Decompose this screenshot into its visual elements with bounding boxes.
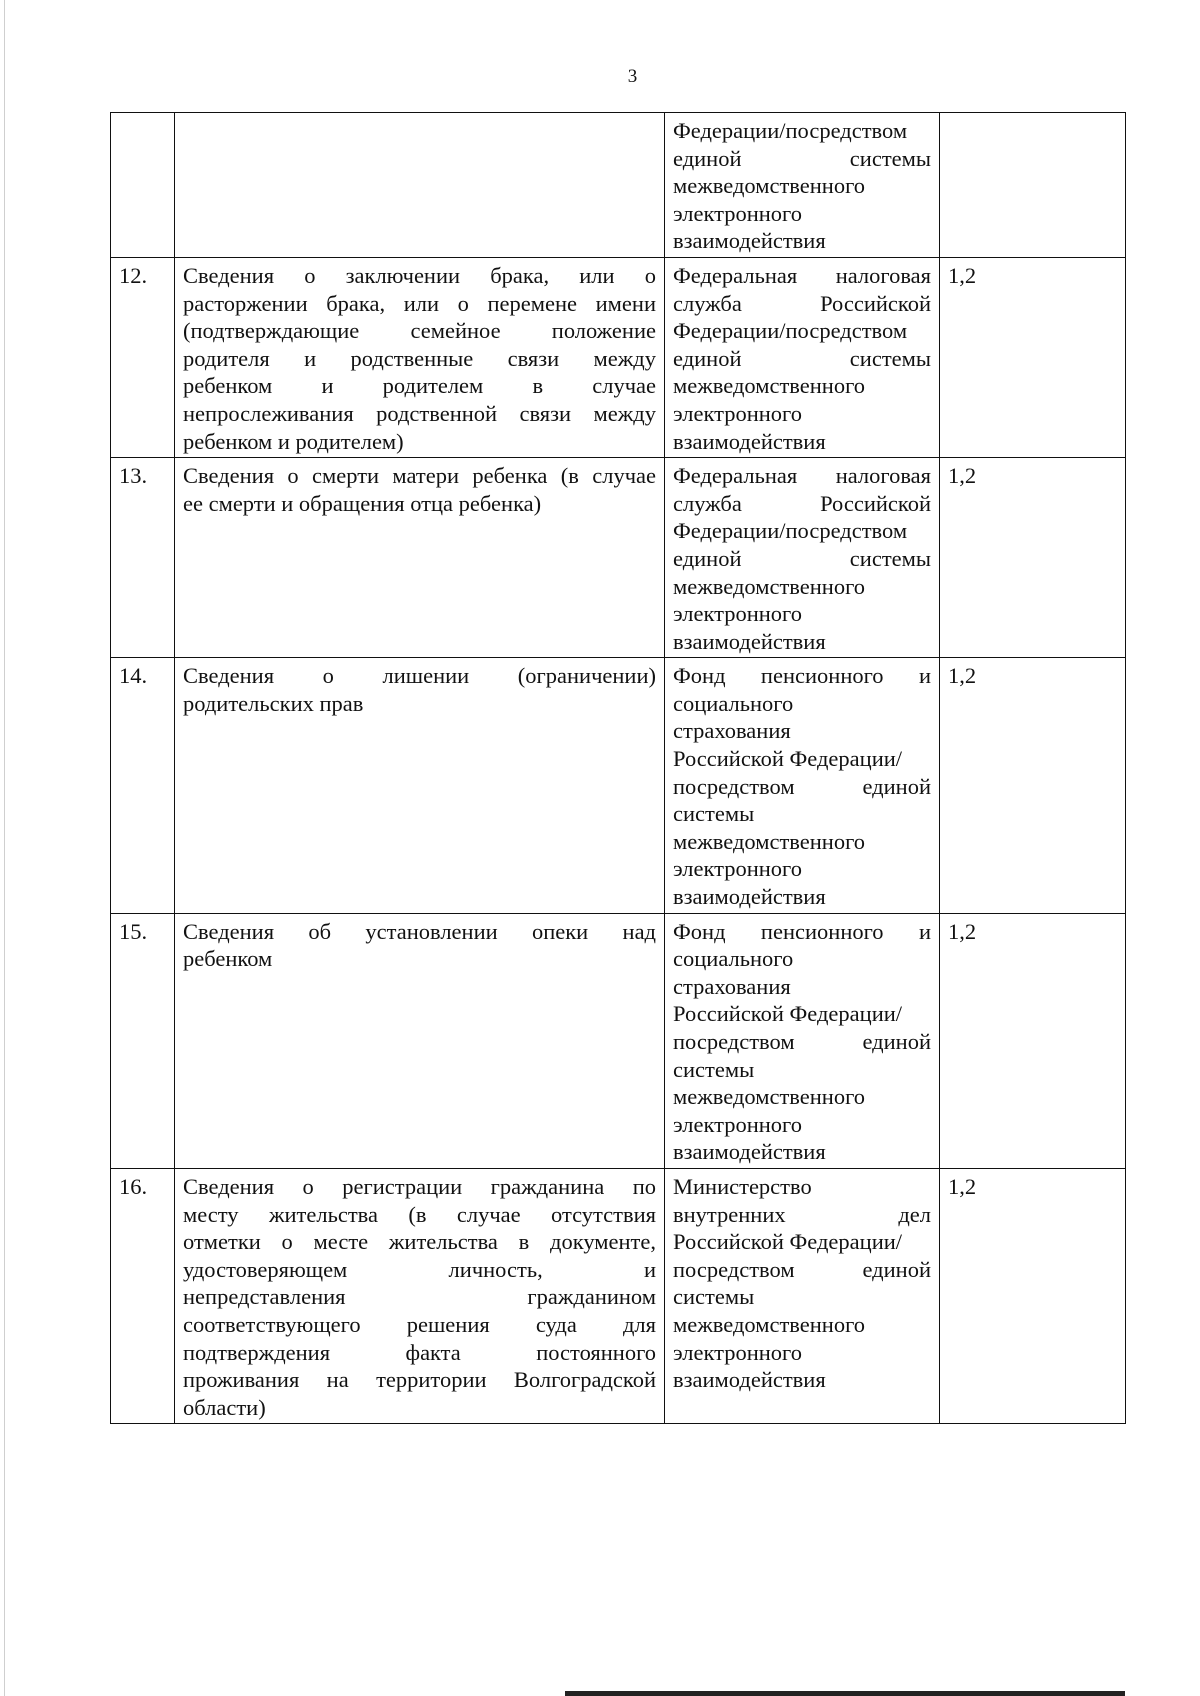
row-source: [665, 458, 940, 658]
source-line: социального: [673, 946, 794, 972]
source-line: служба Российской: [673, 490, 931, 516]
row-description: [175, 658, 665, 913]
source-line: электронного: [673, 1339, 802, 1365]
table-row: [111, 257, 1126, 457]
table-row: [111, 458, 1126, 658]
row-description: [175, 113, 665, 258]
row-source: [665, 257, 940, 457]
source-line: системы: [673, 1056, 755, 1082]
row-description: [175, 913, 665, 1168]
source-line: электронного: [673, 200, 802, 226]
table-body: [111, 113, 1126, 1424]
row-number: 14.: [111, 658, 175, 913]
source-line: единой системы: [673, 345, 931, 371]
source-line: посредством единой: [673, 1029, 931, 1054]
description-line: Сведения о заключении брака, или о: [183, 262, 656, 288]
row-number: 13.: [111, 458, 175, 658]
source-line: межведомственного: [673, 373, 866, 399]
row-code: 1,2: [940, 458, 1126, 658]
description-line: расторжении брака, или о перемене имени: [183, 290, 656, 316]
table-row: [111, 658, 1126, 913]
source-line: Фонд пенсионного и: [673, 663, 931, 689]
description-line: ребенком и родителем): [183, 428, 404, 454]
table-row: [111, 1168, 1126, 1423]
source-line: Федеральная налоговая: [673, 463, 931, 489]
source-line: Федерации/посредством: [673, 518, 908, 544]
description-line: непрослеживания родственной связи между: [183, 400, 656, 426]
row-description: [175, 458, 665, 658]
description-line: области): [183, 1394, 266, 1420]
source-line: межведомственного: [673, 1311, 866, 1337]
scan-edge-mark: [565, 1691, 1125, 1696]
row-number: 15.: [111, 913, 175, 1168]
description-line: Сведения о регистрации гражданина по: [183, 1173, 656, 1199]
description-line: проживания на территории Волгоградской: [183, 1367, 656, 1393]
row-code: 1,2: [940, 913, 1126, 1168]
row-code: [940, 113, 1126, 258]
source-line: внутренних дел: [673, 1201, 931, 1227]
source-line: межведомственного: [673, 573, 866, 599]
source-line: Российской Федерации/: [673, 746, 903, 772]
description-line: ребенком и родителем в случае: [183, 373, 656, 399]
description-line: месту жительства (в случае отсутствия: [183, 1201, 656, 1227]
source-line: Российской Федерации/: [673, 1229, 903, 1255]
source-line: электронного: [673, 400, 802, 426]
description-line: родительских прав: [183, 690, 364, 716]
source-line: взаимодействия: [673, 1139, 826, 1165]
source-line: Федерации/посредством: [673, 118, 908, 143]
description-line: родителя и родственные связи между: [183, 345, 656, 371]
source-line: страхования: [673, 718, 791, 744]
table-row: [111, 113, 1126, 258]
scan-margin-line: [4, 0, 5, 1696]
source-line: системы: [673, 1284, 755, 1310]
source-line: системы: [673, 801, 755, 827]
row-source: [665, 913, 940, 1168]
source-line: Федерации/посредством: [673, 318, 908, 344]
row-number: [111, 113, 175, 258]
row-number: 12.: [111, 257, 175, 457]
description-line: Сведения о лишении (ограничении): [183, 663, 656, 689]
row-description: [175, 257, 665, 457]
source-line: Российской Федерации/: [673, 1001, 903, 1027]
document-table: [110, 112, 1126, 1424]
description-line: непредставления гражданином: [183, 1284, 656, 1310]
source-line: единой системы: [673, 545, 931, 571]
source-line: взаимодействия: [673, 1367, 826, 1393]
row-code: 1,2: [940, 257, 1126, 457]
source-line: страхования: [673, 973, 791, 999]
source-line: служба Российской: [673, 290, 931, 316]
description-line: ее смерти и обращения отца ребенка): [183, 490, 542, 516]
source-line: электронного: [673, 601, 802, 627]
source-line: Федеральная налоговая: [673, 262, 931, 288]
source-line: взаимодействия: [673, 228, 826, 254]
source-line: электронного: [673, 856, 802, 882]
source-line: взаимодействия: [673, 884, 826, 910]
source-line: межведомственного: [673, 173, 866, 199]
description-line: Сведения об установлении опеки над: [183, 918, 656, 944]
source-line: межведомственного: [673, 828, 866, 854]
row-source: [665, 658, 940, 913]
description-line: отметки о месте жительства в документе,: [183, 1229, 656, 1255]
description-line: Сведения о смерти матери ребенка (в случае: [183, 463, 656, 489]
source-line: посредством единой: [673, 773, 931, 799]
source-line: социального: [673, 690, 794, 716]
row-source: [665, 113, 940, 258]
source-line: Фонд пенсионного и: [673, 918, 931, 944]
source-line: взаимодействия: [673, 428, 826, 454]
source-line: единой системы: [673, 145, 931, 171]
description-line: (подтверждающие семейное положение: [183, 318, 656, 344]
description-line: удостоверяющем личность, и: [183, 1256, 656, 1282]
row-code: 1,2: [940, 1168, 1126, 1423]
source-line: Министерство: [673, 1173, 812, 1199]
description-line: ребенком: [183, 946, 273, 972]
row-code: 1,2: [940, 658, 1126, 913]
description-line: подтверждения факта постоянного: [183, 1339, 656, 1365]
source-line: электронного: [673, 1111, 802, 1137]
source-line: взаимодействия: [673, 628, 826, 654]
row-number: 16.: [111, 1168, 175, 1423]
source-line: межведомственного: [673, 1084, 866, 1110]
page-number: 3: [627, 66, 638, 87]
description-line: соответствующего решения суда для: [183, 1311, 656, 1337]
row-source: [665, 1168, 940, 1423]
source-line: посредством единой: [673, 1256, 931, 1282]
table-row: [111, 913, 1126, 1168]
row-description: [175, 1168, 665, 1423]
